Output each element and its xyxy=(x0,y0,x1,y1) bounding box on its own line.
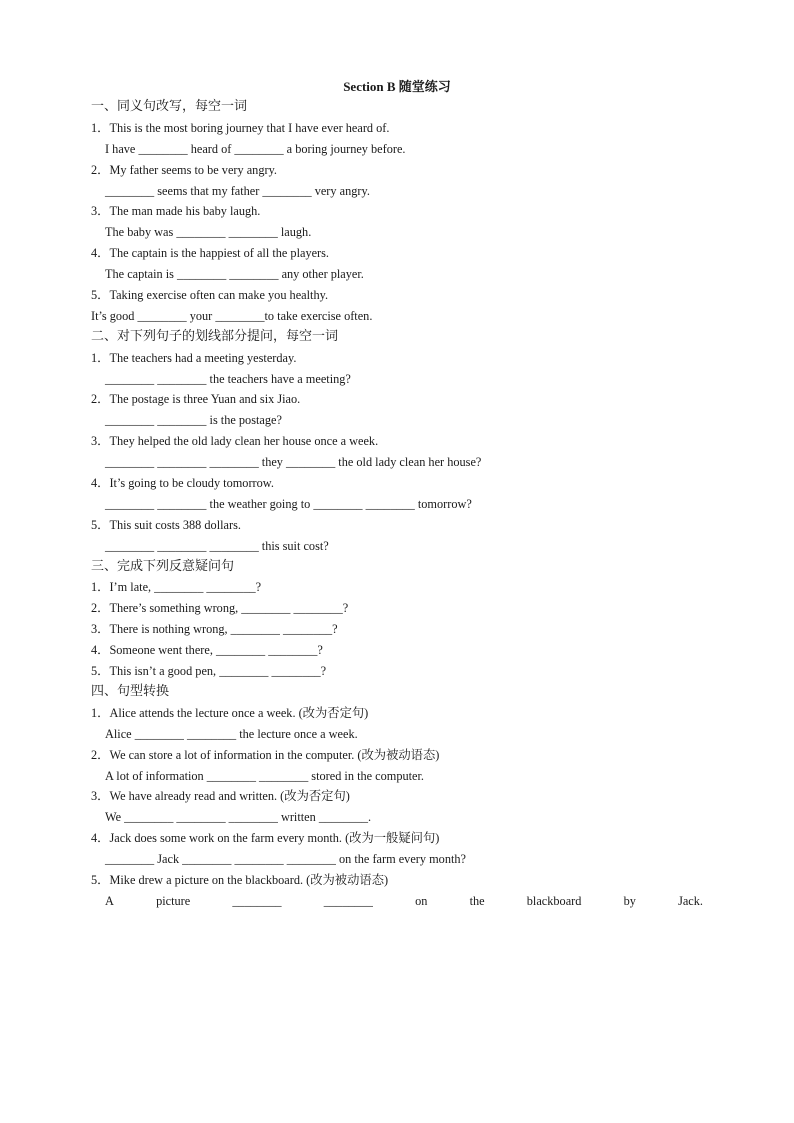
answer-line: I have ________ heard of ________ a boring journey before. xyxy=(105,141,406,156)
question-line: 1．Alice attends the lecture once a week. (改为否定句) xyxy=(91,705,369,720)
answer-word: blackboard xyxy=(526,893,582,908)
question-line: 1．This is the most boring journey that I have ever heard of. xyxy=(91,120,390,135)
answer-line: A lot of information ________ ________ stored in the computer. xyxy=(105,768,424,783)
question-line: 2．The postage is three Yuan and six Jiao. xyxy=(91,392,301,407)
answer-blank: ________ xyxy=(232,893,282,908)
answer-word: A xyxy=(105,893,114,908)
answer-word: by xyxy=(623,893,636,908)
section-heading-4: 四、句型转换 xyxy=(91,683,170,699)
question-line: 3．We have already read and written. (改为否定句) xyxy=(91,789,350,804)
question-line: 4．Someone went there, ________ ________? xyxy=(91,643,323,658)
answer-line: ________ ________ the teachers have a meeting? xyxy=(105,371,351,386)
question-line: 3．There is nothing wrong, ________ ________? xyxy=(91,622,338,637)
question-line: 4．Jack does some work on the farm every month. (改为一般疑问句) xyxy=(91,831,440,846)
answer-word: picture xyxy=(156,893,191,908)
section-heading-3: 三、完成下列反意疑问句 xyxy=(91,558,235,574)
answer-line: Alice ________ ________ the lecture once a week. xyxy=(105,726,358,741)
answer-word: on xyxy=(415,893,428,908)
answer-line: It’s good ________ your ________to take exercise often. xyxy=(91,308,373,323)
answer-line: The captain is ________ ________ any other player. xyxy=(105,267,364,282)
question-line: 5．This isn’t a good pen, ________ ________? xyxy=(91,664,327,679)
answer-line: ________ ________ the weather going to ________ ________ tomorrow? xyxy=(105,496,472,511)
question-line: 2．My father seems to be very angry. xyxy=(91,162,277,177)
section-heading-2: 二、对下列句子的划线部分提问，每空一词 xyxy=(91,328,339,344)
answer-line: ________ ________ is the postage? xyxy=(105,413,282,428)
question-line: 4．It’s going to be cloudy tomorrow. xyxy=(91,476,274,491)
question-line: 2．We can store a lot of information in the computer. (改为被动语态) xyxy=(91,747,440,762)
question-line: 1．I’m late, ________ ________? xyxy=(91,580,262,595)
question-line: 2．There’s something wrong, ________ ________? xyxy=(91,601,349,616)
question-line: 5．This suit costs 388 dollars. xyxy=(91,517,241,532)
page-title: Section B 随堂练习 xyxy=(343,79,451,94)
question-line: 5．Taking exercise often can make you healthy. xyxy=(91,288,329,303)
answer-line: We ________ ________ ________ written ________. xyxy=(105,810,372,825)
question-line: 5．Mike drew a picture on the blackboard. (改为被动语态) xyxy=(91,872,389,887)
answer-word: the xyxy=(469,893,485,908)
answer-line: ________ ________ ________ they ________ the old lady clean her house? xyxy=(105,455,482,470)
answer-blank: ________ xyxy=(323,893,373,908)
question-line: 3．They helped the old lady clean her house once a week. xyxy=(91,434,379,449)
answer-line: ________ seems that my father ________ very angry. xyxy=(105,183,370,198)
answer-word: Jack. xyxy=(678,893,703,908)
answer-line: The baby was ________ ________ laugh. xyxy=(105,225,312,240)
answer-line: ________ Jack ________ ________ ________ on the farm every month? xyxy=(105,852,466,867)
section-heading-1: 一、同义句改写，每空一词 xyxy=(91,99,248,114)
question-line: 1．The teachers had a meeting yesterday. xyxy=(91,350,297,365)
answer-line: ________ ________ ________ this suit cost? xyxy=(105,538,329,553)
question-line: 4．The captain is the happiest of all the players. xyxy=(91,246,330,261)
exercise-content xyxy=(91,97,703,912)
justified-answer-line xyxy=(91,891,703,912)
question-line: 3．The man made his baby laugh. xyxy=(91,204,261,219)
